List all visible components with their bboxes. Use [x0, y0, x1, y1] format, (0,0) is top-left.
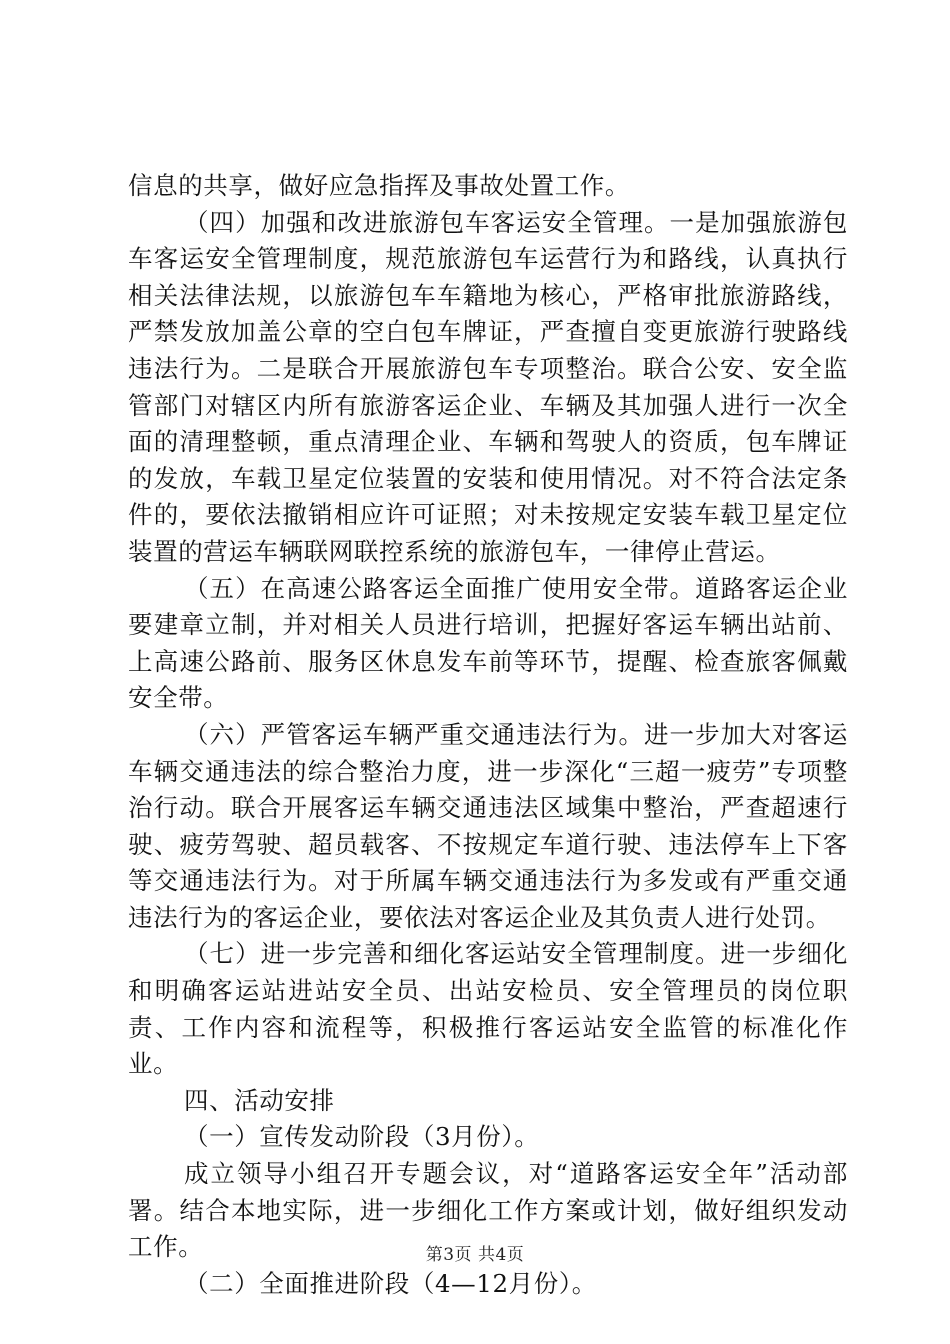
paragraph-section-5: （五）在高速公路客运全面推广使用安全带。道路客运企业要建章立制，并对相关人员进行培训，把握好客运车辆出站前、上高速公路前、服务区休息发车前等环节，提醒、检查旅客佩戴安全带。: [128, 573, 848, 713]
paragraph-section-4: （四）加强和改进旅游包车客运安全管理。一是加强旅游包车客运安全管理制度，规范旅游包车运营行为和路线，认真执行相关法律法规，以旅游包车车籍地为核心，严格审批旅游路线，严禁发放加盖公章的空白包车牌证，严查擅自变更旅游行驶路线违法行为。二是联合开展旅游包车专项整治。联合公安、安全监管部门对辖区内所有旅游客运企业、车辆及其加强人进行一次全面的清理整顿，重点清理企业、车辆和驾驶人的资质，包车牌证的发放，车载卫星定位装置的安装和使用情况。对不符合法定条件的，要依法撤销相应许可证照；对未按规定安装车载卫星定位装置的营运车辆联网联控系统的旅游包车，一律停止营运。: [128, 207, 848, 566]
page-footer: 第3页 共4页: [425, 1245, 525, 1265]
paragraph-phase-1: 成立领导小组召开专题会议，对“道路客运安全年”活动部署。结合本地实际，进一步细化工作方案或计划，做好组织发动工作。: [128, 1159, 848, 1262]
heading-phase-2: （二）全面推进阶段（4—12月份）。: [184, 1268, 597, 1298]
document-body: [128, 168, 848, 1302]
paragraph-continuation: 信息的共享，做好应急指挥及事故处置工作。: [128, 171, 630, 200]
heading-activity-arrangement: 四、活动安排: [184, 1085, 335, 1115]
paragraph-section-6: （六）严管客运车辆严重交通违法行为。进一步加大对客运车辆交通违法的综合整治力度，进一步深化“三超一疲劳”专项整治行动。联合开展客运车辆交通违法区域集中整治，严查超速行驶、疲劳驾驶、超员载客、不按规定车道行驶、违法停车上下客等交通违法行为。对于所属车辆交通违法行为多发或有严重交通违法行为的客运企业，要依法对客运企业及其负责人进行处罚。: [128, 719, 848, 932]
paragraph-section-7: （七）进一步完善和细化客运站安全管理制度。进一步细化和明确客运站进站安全员、出站安检员、安全管理员的岗位职责、工作内容和流程等，积极推行客运站安全监管的标准化作业。: [128, 939, 848, 1079]
heading-phase-1: （一）宣传发动阶段（3月份）。: [184, 1122, 540, 1152]
